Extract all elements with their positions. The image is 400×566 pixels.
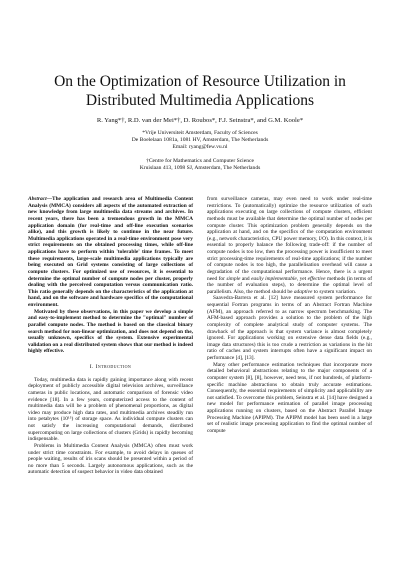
right-paragraph-2: Saavedra-Barrera et al. [12] have measured system performance for sequential Fortran programs in terms of an Abstract Fortran Machine (AFM), an approach referred to as narrow spectrum benchmarking. The AFM-based approach provides a solution to the problem of the high complexity of complete analytical study of computer systems. The drawback of the approach is that system variance is almost completely ignored. For applications working on extensive dense data fields (e.g., image data structures) this is too crude a restriction as variations in the hit ratio of caches and system interrupts often have a significant impact on performance [4], [13].: [207, 295, 372, 361]
author-list: R. Yang*†, R.D. van der Mei*†, D. Roubos*, F.J. Seinstra*, and G.M. Koole*: [96, 117, 304, 124]
right-paragraph-1: from surveillance cameras, may even need to work under real-time restrictions. To (automatically) optimize the resource utilization of such applications executing on large collections of compute clusters, efficient methods must be available that determine the optimal number of nodes per compute cluster. This optimization problem generally depends on the application at hand, and on the specifics of the computation environment (e.g., network characteristics, CPU power memory, I/O). In this context, it is essential to properly balance the following trade-off: if the number of compute nodes is too low, then the processing power is insufficient to meet strict processing-time requirements of real-time applications; if the number of compute nodes is too high, the parallelisation overhead will cause a degradation of the computational performance. Hence, there is a urgent need for simple and easily implementable, yet effective methods (in terms of the number of evaluation steps), to determine the optimal level of parallelism. Also, the method should be adaptive to system variation.: [207, 196, 373, 295]
affiliation-vu-line-2: De Boelelaan 1081a, 1081 HV, Amsterdam, The Netherlands: [131, 136, 269, 143]
affiliation-vu: [20, 130, 380, 150]
affiliation-vu-line-1: *Vrije Universiteit Amsterdam, Faculty of Sciences: [142, 130, 258, 136]
intro-paragraph-2: Problems in Multimedia Content Analysis (MMCA) often must work under strict time constraints. For example, to avoid delays in queues of people waiting, results of iris scans should be presented within a period of no more than 5 seconds. Largely autonomous applications, such as the automatic detection of suspect behavior in video data obtained: [28, 442, 193, 476]
paper-title: [20, 72, 380, 110]
abstract-paragraph-1: Abstract—The application and research area of Multimedia Content Analysis (MMCA) considers all aspects of the automated extraction of new knowledge from large multimedia data streams and archives. In recent years, there has been a tremendous growth in the MMCA application domain (for real-time and off-line execution scenarios alike), and this growth is likely to continue in the near future. Multimedia applications operated in a real-time environment pose very strict requirements on the obtained processing times, while off-line applications have to perform within 'tolerable' time frames. To meet these requirements, large-scale multimedia applications typically are being executed on Grid systems consisting of large collections of compute clusters. For optimized use of resources, it is essential to determine the optimal number of compute nodes per cluster, properly dealing with the perceived computation versus communication ratio. This ratio generally depends on the characteristics of the application at hand, and on the software and hardware specifics of the computational environment.: [28, 196, 193, 308]
abstract-lead: Abstract: [28, 196, 47, 202]
right-paragraph-3: Many other performance estimation techniques that incorporate more detailed behavioral abstractions relating to the major components of a computer system [8], [8], however, need tens, if not hundreds, of platform-specific machine abstractions to obtain truly accurate estimations. Consequently, the essential requirements of simplicity and applicability are not satisfied. To overcome this problem, Seinstra et al. [14] have designed a new model for performance estimation of parallel image processing applications running on clusters, based on the Abstract Parallel Image Processing Machine (APIPM). The APIPM model has been used in a large set of realistic image processing application to find the optimal number of compute: [207, 361, 372, 434]
abstract: [28, 196, 193, 355]
section-heading-introduction: I. Introduction: [89, 364, 132, 370]
abstract-paragraph-2: Motivated by these observations, in this paper we develop a simple and easy-to-implement method to determine the "optimal" number of parallel compute nodes. The method is based on the classical binary search method for non-linear optimization, and does not depend on the, usually unknown, specifics of the system. Extensive experimental validation on a real distributed system shows that our method is indeed highly effective.: [28, 308, 193, 355]
intro-paragraph-1: Today, multimedia data is rapidly gaining importance along with recent deployment of publicly accessible digital television archives, surveillance cameras in public locations, and automatic comparison of forensic video evidence [18]. In a few years, computerized access to the content of multimedia data will be a problem of phenomenal proportions, as digital video may produce high data rates, and multimedia archives steadily run into petabytes (10¹⁵) of storage space. As individual compute clusters can not satisfy the increasing computational demands, distributed supercomputing on large collections of clusters (Grids) is rapidly becoming indispensable.: [28, 376, 193, 443]
affiliation-cwi-line-2: Kruislaan 413, 1098 SJ, Amsterdam, The Netherlands: [139, 164, 261, 171]
affiliation-cwi-line-1: †Centre for Mathematics and Computer Science: [146, 158, 254, 164]
right-column: [207, 196, 372, 435]
affiliation-cwi: [20, 158, 380, 172]
affiliation-vu-email: Email: ryang@few.vu.nl: [172, 143, 228, 150]
title-line-2: Distributed Multimedia Applications: [85, 92, 315, 109]
title-line-1: On the Optimization of Resource Utilization in: [54, 73, 346, 90]
left-column: [28, 196, 193, 476]
